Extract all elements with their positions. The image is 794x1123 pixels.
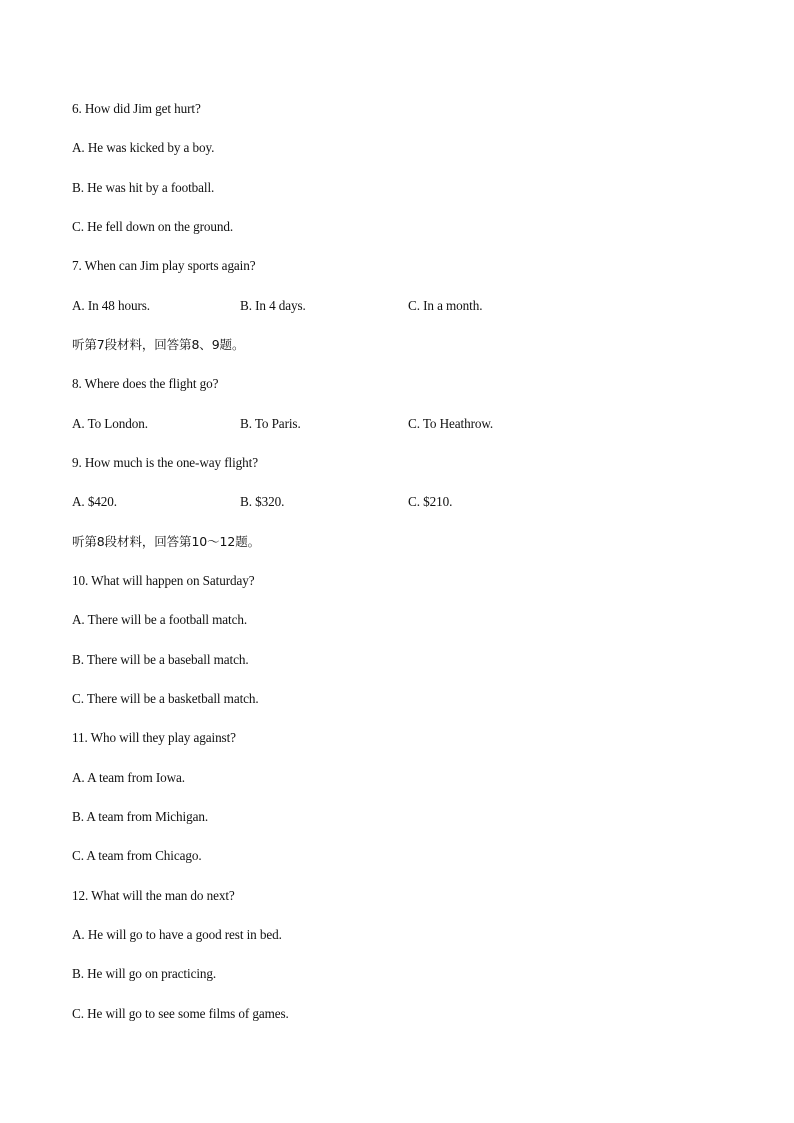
- q11-option-a: A. A team from Iowa.: [72, 770, 185, 785]
- q11-option-b: B. A team from Michigan.: [72, 809, 209, 824]
- q10-option-a: A. There will be a football match.: [72, 612, 248, 627]
- q8-option-b: B. To Paris.: [240, 416, 301, 431]
- q11-option-c: C. A team from Chicago.: [72, 848, 202, 863]
- question-6: 6. How did Jim get hurt?: [72, 101, 201, 116]
- q7-option-a: A. In 48 hours.: [72, 298, 150, 313]
- q6-option-c: C. He fell down on the ground.: [72, 219, 234, 234]
- q10-option-c: C. There will be a basketball match.: [72, 691, 259, 706]
- question-10: 10. What will happen on Saturday?: [72, 573, 255, 588]
- q9-option-c: C. $210.: [408, 494, 453, 509]
- q7-option-c: C. In a month.: [408, 298, 483, 313]
- question-9: 9. How much is the one-way flight?: [72, 455, 258, 470]
- q8-option-c: C. To Heathrow.: [408, 416, 494, 431]
- q6-option-b: B. He was hit by a football.: [72, 180, 215, 195]
- question-12: 12. What will the man do next?: [72, 888, 235, 903]
- q12-option-b: B. He will go on practicing.: [72, 966, 217, 981]
- question-7: 7. When can Jim play sports again?: [72, 258, 256, 273]
- section-heading-7: 听第7段材料，回答第8、9题。: [72, 337, 245, 352]
- section-heading-8: 听第8段材料，回答第10～12题。: [72, 534, 261, 549]
- q9-option-a: A. $420.: [72, 494, 117, 509]
- q8-option-a: A. To London.: [72, 416, 148, 431]
- q12-option-c: C. He will go to see some films of games.: [72, 1006, 289, 1021]
- q9-option-b: B. $320.: [240, 494, 285, 509]
- q7-option-b: B. In 4 days.: [240, 298, 306, 313]
- q6-option-a: A. He was kicked by a boy.: [72, 140, 215, 155]
- question-11: 11. Who will they play against?: [72, 730, 236, 745]
- q12-option-a: A. He will go to have a good rest in bed.: [72, 927, 282, 942]
- q10-option-b: B. There will be a baseball match.: [72, 652, 249, 667]
- question-8: 8. Where does the flight go?: [72, 376, 219, 391]
